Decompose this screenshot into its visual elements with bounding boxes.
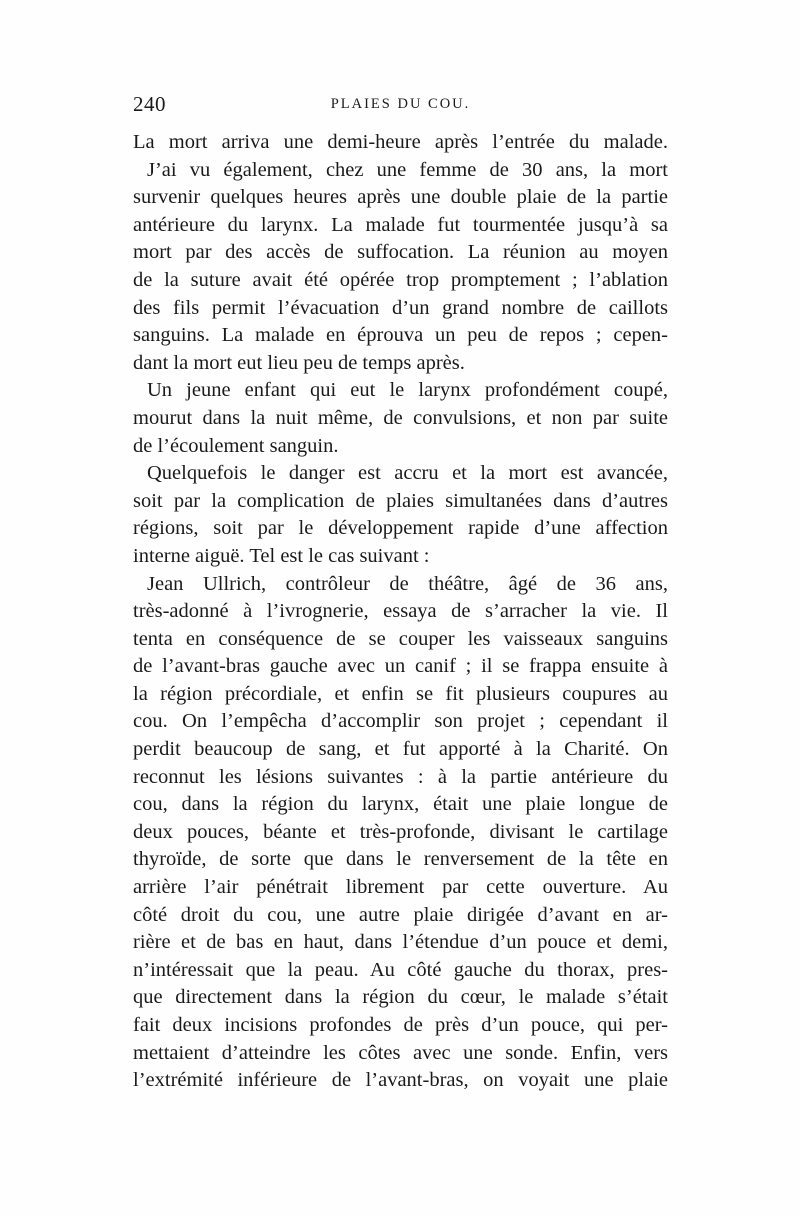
text-line: reconnut les lésions suivantes : à la partie antérieure du [133,765,668,788]
text-line: l’extrémité inférieure de l’avant-bras, on voyait une plaie [133,1069,668,1092]
text-line: dant la mort eut lieu peu de temps après. [133,351,465,374]
text-line: de la suture avait été opérée trop promptement ; l’ablation [133,268,668,291]
text-line: antérieure du larynx. La malade fut tourmentée jusqu’à sa [133,213,668,236]
text-line: mort par des accès de suffocation. La réunion au moyen [133,241,668,264]
text-line: côté droit du cou, une autre plaie dirigée d’avant en ar- [133,903,668,926]
text-line: Quelquefois le danger est accru et la mort est avancée, [147,462,668,485]
text-line: La mort arriva une demi-heure après l’entrée du malade. [133,131,668,153]
text-line: mourut dans la nuit même, de convulsions, et non par suite [133,406,668,429]
text-line: Jean Ullrich, contrôleur de théâtre, âgé de 36 ans, [147,572,668,595]
text-line: survenir quelques heures après une double plaie de la partie [133,186,668,209]
text-line: Un jeune enfant qui eut le larynx profondément coupé, [147,379,668,402]
body-text [133,129,668,1095]
text-line: perdit beaucoup de sang, et fut apporté à la Charité. On [133,738,668,761]
text-line: de l’avant-bras gauche avec un canif ; il se frappa ensuite à [133,655,668,678]
text-line: rière et de bas en haut, dans l’étendue d’un pouce et demi, [133,931,668,954]
page-header [133,92,668,122]
text-line: régions, soit par le développement rapide d’une affection [133,517,668,540]
text-line: cou, dans la région du larynx, était une plaie longue de [133,793,668,816]
page-number: 240 [133,92,166,116]
text-line: tenta en conséquence de se couper les vaisseaux sanguins [133,627,668,650]
text-line: de l’écoulement sanguin. [133,434,339,457]
text-line: J’ai vu également, chez une femme de 30 ans, la mort [147,158,668,181]
text-line: sanguins. La malade en éprouva un peu de repos ; cepen- [133,324,668,347]
text-line: soit par la complication de plaies simultanées dans d’autres [133,489,668,512]
text-line: fait deux incisions profondes de près d’un pouce, qui per- [133,1014,668,1036]
text-line: que directement dans la région du cœur, le malade s’était [133,986,668,1009]
text-line: la région précordiale, et enfin se fit plusieurs coupures au [133,682,668,705]
text-line: deux pouces, béante et très-profonde, divisant le cartilage [133,820,668,843]
text-line: interne aiguë. Tel est le cas suivant : [133,544,430,567]
text-line: mettaient d’atteindre les côtes avec une sonde. Enfin, vers [133,1041,668,1064]
running-head: PLAIES DU COU. [330,96,471,112]
text-line: n’intéressait que la peau. Au côté gauche du thorax, pres- [133,958,668,981]
text-line: très-adonné à l’ivrognerie, essaya de s’arracher la vie. Il [133,600,668,623]
text-line: thyroïde, de sorte que dans le renversement de la tête en [133,848,668,871]
text-line: arrière l’air pénétrait librement par cette ouverture. Au [133,876,668,899]
text-line: des fils permit l’évacuation d’un grand nombre de caillots [133,296,668,319]
text-line: cou. On l’empêcha d’accomplir son projet ; cependant il [133,710,668,733]
